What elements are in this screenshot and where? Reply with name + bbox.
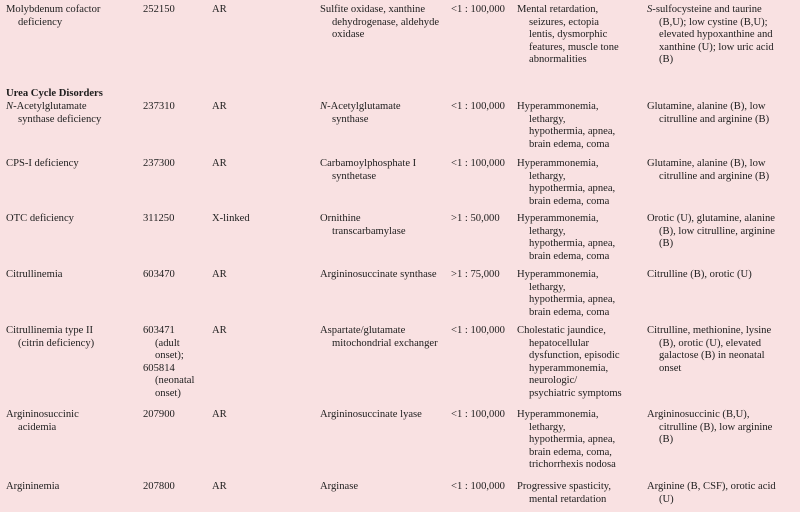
disorder-name: Citrullinemia bbox=[6, 269, 63, 280]
disorder-name: CPS-I deficiency bbox=[6, 158, 79, 169]
omim-number: 603471 (adult onset); 605814 (neonatal onset) bbox=[143, 325, 195, 399]
incidence: <1 : 100,000 bbox=[451, 4, 505, 15]
enzyme: Argininosuccinate synthase bbox=[320, 269, 437, 280]
disorder-name: N-Acetylglutamate synthase deficiency bbox=[6, 101, 102, 125]
disorder-name: Citrullinemia type II (citrin deficiency) bbox=[6, 325, 95, 349]
clinical-features: Progressive spasticity, mental retardation bbox=[517, 481, 612, 505]
incidence: <1 : 100,000 bbox=[451, 158, 505, 169]
clinical-features: Hyperammonemia, lethargy, hypothermia, apnea, brain edema, coma bbox=[517, 158, 616, 207]
incidence: <1 : 100,000 bbox=[451, 325, 505, 336]
clinical-features: Hyperammonemia, lethargy, hypothermia, apnea, brain edema, coma, trichorrhexis nodosa bbox=[517, 409, 616, 471]
inheritance: AR bbox=[212, 101, 227, 112]
lab-findings: Glutamine, alanine (B), low citrulline and arginine (B) bbox=[647, 101, 770, 125]
clinical-features: Hyperammonemia, lethargy, hypothermia, apnea, brain edema, coma bbox=[517, 269, 616, 318]
lab-findings: Citrulline (B), orotic (U) bbox=[647, 269, 752, 280]
incidence: <1 : 100,000 bbox=[451, 481, 505, 492]
incidence: <1 : 100,000 bbox=[451, 409, 505, 420]
lab-findings: S-sulfocysteine and taurine (B,U); low cystine (B,U); elevated hypoxanthine and xanthine (U); low uric acid (B) bbox=[647, 4, 774, 66]
inheritance: AR bbox=[212, 481, 227, 492]
enzyme: Aspartate/glutamate mitochondrial exchanger bbox=[320, 325, 438, 349]
incidence: >1 : 75,000 bbox=[451, 269, 500, 280]
omim-number: 311250 bbox=[143, 213, 175, 224]
lab-findings: Arginine (B, CSF), orotic acid (U) bbox=[647, 481, 776, 505]
inheritance: AR bbox=[212, 325, 227, 336]
enzyme: Argininosuccinate lyase bbox=[320, 409, 422, 420]
inheritance: AR bbox=[212, 269, 227, 280]
lab-findings: Citrulline, methionine, lysine (B), orotic (U), elevated galactose (B) in neonatal onset bbox=[647, 325, 772, 374]
enzyme: Ornithine transcarbamylase bbox=[320, 213, 406, 237]
omim-number: 237310 bbox=[143, 101, 175, 112]
omim-number: 252150 bbox=[143, 4, 175, 15]
inheritance: AR bbox=[212, 409, 227, 420]
clinical-features: Hyperammonemia, lethargy, hypothermia, apnea, brain edema, coma bbox=[517, 213, 616, 262]
inheritance: AR bbox=[212, 158, 227, 169]
disorder-name: Molybdenum cofactor deficiency bbox=[6, 4, 101, 28]
disorder-name: Argininosuccinic acidemia bbox=[6, 409, 79, 433]
omim-number: 603470 bbox=[143, 269, 175, 280]
enzyme: Carbamoylphosphate I synthetase bbox=[320, 158, 417, 182]
inheritance: AR bbox=[212, 4, 227, 15]
enzyme: Sulfite oxidase, xanthine dehydrogenase, aldehyde oxidase bbox=[320, 4, 440, 41]
lab-findings: Glutamine, alanine (B), low citrulline and arginine (B) bbox=[647, 158, 770, 182]
lab-findings: Argininosuccinic (B,U), citrulline (B), low arginine (B) bbox=[647, 409, 773, 446]
clinical-features: Hyperammonemia, lethargy, hypothermia, apnea, brain edema, coma bbox=[517, 101, 616, 150]
incidence: <1 : 100,000 bbox=[451, 101, 505, 112]
clinical-features: Mental retardation, seizures, ectopia lentis, dysmorphic features, muscle tone abnormalities bbox=[517, 4, 619, 66]
clinical-features: Cholestatic jaundice, hepatocellular dysfunction, episodic hyperammonemia, neurologic/ psychiatric symptoms bbox=[517, 325, 622, 399]
disorder-name: Argininemia bbox=[6, 481, 60, 492]
omim-number: 207900 bbox=[143, 409, 175, 420]
enzyme: N-Acetylglutamate synthase bbox=[320, 101, 401, 125]
omim-number: 237300 bbox=[143, 158, 175, 169]
incidence: >1 : 50,000 bbox=[451, 213, 500, 224]
lab-findings: Orotic (U), glutamine, alanine (B), low citrulline, arginine (B) bbox=[647, 213, 776, 250]
disorder-name: OTC deficiency bbox=[6, 213, 74, 224]
inheritance: X-linked bbox=[212, 213, 250, 224]
section-heading: Urea Cycle Disorders bbox=[6, 88, 103, 99]
omim-number: 207800 bbox=[143, 481, 175, 492]
enzyme: Arginase bbox=[320, 481, 359, 492]
